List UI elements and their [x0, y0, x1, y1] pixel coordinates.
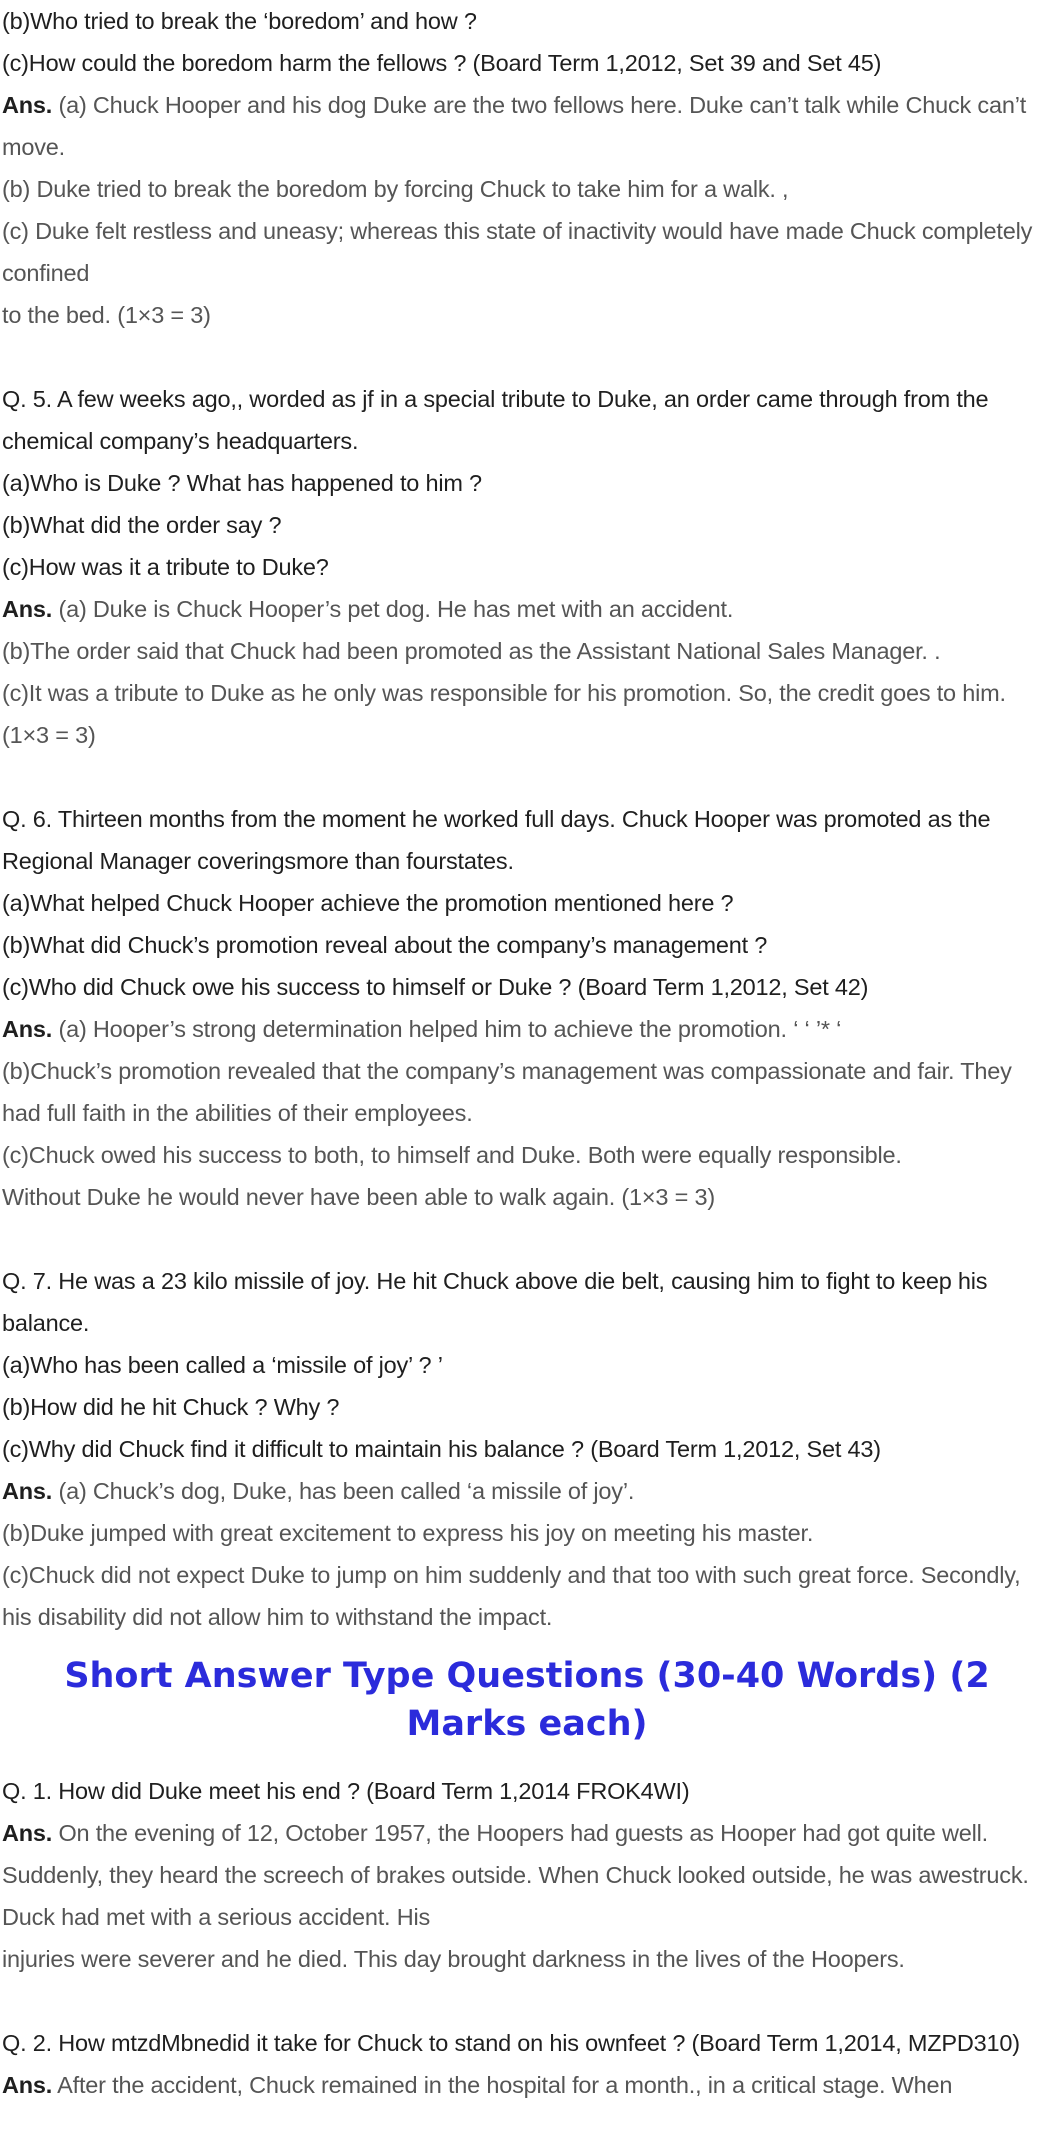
spacer: [2, 756, 1052, 798]
answer-6-part-b: (b)Chuck’s promotion revealed that the company’s management was compassionate and fair. They had full faith in the abilities of their employees.: [2, 1058, 1012, 1126]
question-6-title: Q. 6. Thirteen months from the moment he worked full days. Chuck Hooper was promoted as the Regional Manager coveringsmore than fourstates.: [2, 806, 991, 874]
answer-part-b: (b) Duke tried to break the boredom by forcing Chuck to take him for a walk. ,: [2, 176, 789, 202]
question-6-part-c: (c)Who did Chuck owe his success to himself or Duke ? (Board Term 1,2012, Set 42): [2, 974, 869, 1000]
answer-text: After the accident, Chuck remained in the hospital for a month., in a critical stage. When: [52, 2072, 953, 2098]
answer-part-c-continued: to the bed. (1×3 = 3): [2, 302, 211, 328]
answer-label: Ans.: [2, 1820, 53, 1846]
short-question-2-title: Q. 2. How mtzdMbnedid it take for Chuck to stand on his ownfeet ? (Board Term 1,2014, MZPD310): [2, 2030, 1020, 2056]
answer-label: Ans.: [2, 92, 53, 118]
answer-text: (a) Duke is Chuck Hooper’s pet dog. He has met with an accident.: [52, 596, 734, 622]
answer-part-c: (c) Duke felt restless and uneasy; whereas this state of inactivity would have made Chuck completely confined: [2, 218, 1033, 286]
short-question-1-title: Q. 1. How did Duke meet his end ? (Board Term 1,2014 FROK4WI): [2, 1778, 690, 1804]
section-heading: Short Answer Type Questions (30-40 Words) (2 Marks each): [64, 1656, 990, 1744]
answer-label: Ans.: [2, 2072, 53, 2098]
question-5-part-b: (b)What did the order say ?: [2, 512, 282, 538]
answer-6-part-a: [2, 1008, 1052, 1050]
spacer: [2, 336, 1052, 378]
short-answer-2: [2, 2064, 1052, 2106]
spacer: [2, 1218, 1052, 1260]
answer-label: Ans.: [2, 596, 53, 622]
question-7-part-c: (c)Why did Chuck find it difficult to maintain his balance ? (Board Term 1,2012, Set 43): [2, 1436, 881, 1462]
question-7-part-a: (a)Who has been called a ‘missile of joy’ ? ’: [2, 1352, 443, 1378]
answer-part-a: [2, 84, 1052, 168]
question-5-title: Q. 5. A few weeks ago,, worded as jf in a special tribute to Duke, an order came through from the chemical company’s headquarters.: [2, 386, 989, 454]
short-answer-1: [2, 1812, 1052, 1938]
answer-text: (a) Chuck’s dog, Duke, has been called ‘a missile of joy’.: [52, 1478, 635, 1504]
answer-label: Ans.: [2, 1016, 53, 1042]
answer-6-part-c-continued: Without Duke he would never have been able to walk again. (1×3 = 3): [2, 1184, 715, 1210]
answer-text: On the evening of 12, October 1957, the Hoopers had guests as Hooper had got quite well. Suddenly, they heard the screech of brakes outside. When Chuck looked outside, he was awestruck. Duck had met with a serious accident. His: [2, 1820, 1029, 1930]
question-5-part-c: (c)How was it a tribute to Duke?: [2, 554, 329, 580]
answer-7-part-a: [2, 1470, 1052, 1512]
answer-text: (a) Hooper’s strong determination helped him to achieve the promotion. ‘ ‘ ’* ‘: [52, 1016, 842, 1042]
question-7-title: Q. 7. He was a 23 kilo missile of joy. He hit Chuck above die belt, causing him to fight to keep his balance.: [2, 1268, 988, 1336]
spacer: [2, 1980, 1052, 2022]
question-6-part-b: (b)What did Chuck’s promotion reveal about the company’s management ?: [2, 932, 768, 958]
question-part-b: (b)Who tried to break the ‘boredom’ and how ?: [2, 8, 477, 34]
question-part-c: (c)How could the boredom harm the fellows ? (Board Term 1,2012, Set 39 and Set 45): [2, 50, 882, 76]
answer-6-part-c: (c)Chuck owed his success to both, to himself and Duke. Both were equally responsible.: [2, 1142, 902, 1168]
answer-label: Ans.: [2, 1478, 53, 1504]
answer-5-part-c: (c)It was a tribute to Duke as he only was responsible for his promotion. So, the credit goes to him. (1×3 = 3): [2, 680, 1006, 748]
short-answer-1-continued: injuries were severer and he died. This day brought darkness in the lives of the Hoopers.: [2, 1946, 905, 1972]
question-6-part-a: (a)What helped Chuck Hooper achieve the promotion mentioned here ?: [2, 890, 734, 916]
question-7-part-b: (b)How did he hit Chuck ? Why ?: [2, 1394, 340, 1420]
spacer: [2, 1752, 1052, 1770]
question-5-part-a: (a)Who is Duke ? What has happened to him ?: [2, 470, 482, 496]
answer-text: (a) Chuck Hooper and his dog Duke are the two fellows here. Duke can’t talk while Chuck can’t move.: [2, 92, 1027, 160]
answer-7-part-c: (c)Chuck did not expect Duke to jump on him suddenly and that too with such great force. Secondly, his disability did not allow him to withstand the impact.: [2, 1562, 1021, 1630]
answer-5-part-b: (b)The order said that Chuck had been promoted as the Assistant National Sales Manager. .: [2, 638, 941, 664]
answer-7-part-b: (b)Duke jumped with great excitement to express his joy on meeting his master.: [2, 1520, 814, 1546]
answer-5-part-a: [2, 588, 1052, 630]
